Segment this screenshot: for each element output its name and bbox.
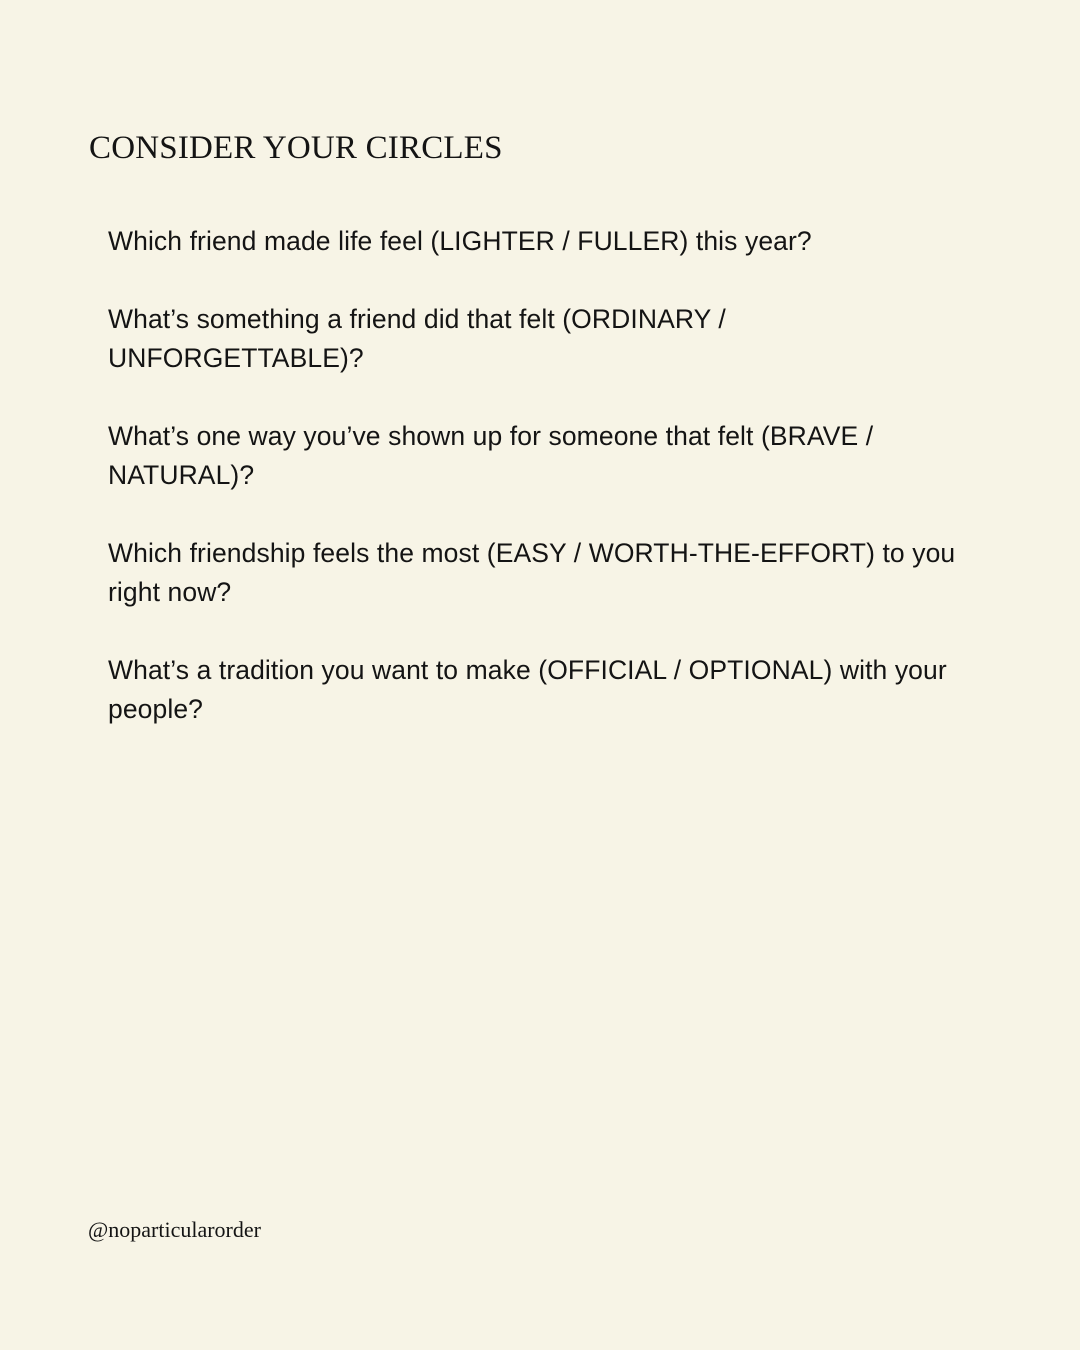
page-title: CONSIDER YOUR CIRCLES [89,130,503,166]
question-item: What’s a tradition you want to make (OFFICIAL / OPTIONAL) with your people? [108,655,947,724]
question-item: What’s one way you’ve shown up for someone that felt (BRAVE / NATURAL)? [108,421,874,490]
question-item: What’s something a friend did that felt (ORDINARY / UNFORGETTABLE)? [108,304,726,373]
question-item: Which friendship feels the most (EASY / WORTH-THE-EFFORT) to you right now? [108,538,956,607]
social-handle: @noparticularorder [88,1217,261,1242]
question-item: Which friend made life feel (LIGHTER / FULLER) this year? [108,226,812,256]
question-list [108,222,988,729]
